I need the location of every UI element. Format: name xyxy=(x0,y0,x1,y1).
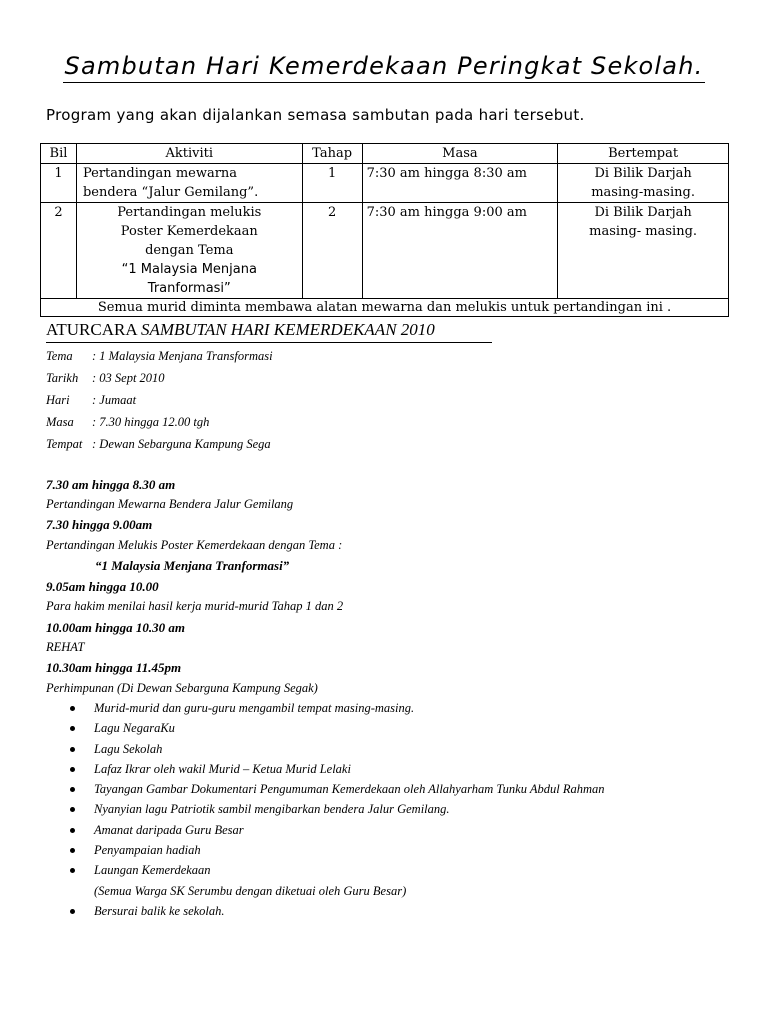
list-item xyxy=(46,820,605,840)
list-item-text: Tayangan Gambar Dokumentari Pengumuman Kemerdekaan oleh Allahyarham Tunku Abdul Rahman xyxy=(94,782,605,797)
schedule-theme: “1 Malaysia Menjana Tranformasi” xyxy=(95,558,290,573)
list-item xyxy=(46,718,605,738)
col-header-masa: Masa xyxy=(362,144,558,164)
list-item xyxy=(46,840,605,860)
aktiviti-line: bendera “Jalur Gemilang”. xyxy=(82,185,259,200)
bullet-icon xyxy=(70,726,75,731)
info-line-tema xyxy=(46,349,273,364)
table-footer-row xyxy=(41,299,729,317)
table-row xyxy=(41,164,729,203)
schedule-desc: Perhimpunan (Di Dewan Sebarguna Kampung Segak) xyxy=(46,681,318,695)
list-item-text: Laungan Kemerdekaan xyxy=(94,863,211,878)
list-item-text: Murid-murid dan guru-guru mengambil tempat masing-masing. xyxy=(94,701,415,715)
list-item xyxy=(46,901,605,921)
list-item xyxy=(46,739,605,759)
cell-masa: 7:30 am hingga 8:30 am xyxy=(362,164,558,203)
list-item-text: Lagu Sekolah xyxy=(94,741,163,756)
info-label: Tema xyxy=(46,349,73,363)
info-line-hari xyxy=(46,393,136,408)
aktiviti-line: “1 Malaysia Menjana xyxy=(121,262,257,277)
info-line-masa xyxy=(46,415,209,430)
list-item-text: Nyanyian lagu Patriotik sambil mengibarkan bendera Jalur Gemilang. xyxy=(94,802,450,817)
aturcara-heading-prefix: ATURCARA xyxy=(46,320,141,339)
table-footer-note: Semua murid diminta membawa alatan mewarna dan melukis untuk pertandingan ini . xyxy=(41,299,729,317)
col-header-bertempat: Bertempat xyxy=(558,144,729,164)
col-header-aktiviti: Aktiviti xyxy=(76,144,302,164)
list-item-text: Penyampaian hadiah xyxy=(94,843,201,858)
info-value: : Jumaat xyxy=(92,393,137,407)
info-value: : 1 Malaysia Menjana Transformasi xyxy=(92,349,273,363)
list-item xyxy=(46,799,605,819)
cell-bil: 2 xyxy=(41,203,77,299)
bullet-icon xyxy=(70,747,75,752)
cell-bertempat xyxy=(558,164,729,203)
assembly-list xyxy=(46,698,605,921)
info-label: Tarikh xyxy=(46,371,79,385)
list-item-text: Lagu NegaraKu xyxy=(94,721,175,736)
aktiviti-line: dengan Tema xyxy=(145,243,234,258)
schedule-time: 7.30 hingga 9.00am xyxy=(46,517,153,532)
aktiviti-line: Pertandingan melukis xyxy=(117,205,262,220)
info-value: : Dewan Sebarguna Kampung Sega xyxy=(92,437,271,451)
aktiviti-line: Poster Kemerdekaan xyxy=(120,224,258,239)
info-label: Tempat xyxy=(46,437,83,451)
list-item xyxy=(46,698,605,718)
bullet-icon xyxy=(70,848,75,853)
bullet-icon xyxy=(70,767,75,772)
list-item-note-text: (Semua Warga SK Serumbu dengan diketuai oleh Guru Besar) xyxy=(94,883,407,898)
cell-tahap: 1 xyxy=(302,164,362,203)
cell-bil: 1 xyxy=(41,164,77,203)
bullet-icon xyxy=(70,868,75,873)
schedule-time: 10.30am hingga 11.45pm xyxy=(46,660,182,675)
table-header-row xyxy=(41,144,729,164)
list-item xyxy=(46,779,605,799)
bertempat-line: masing-masing. xyxy=(591,185,695,200)
schedule-desc: REHAT xyxy=(46,640,85,654)
info-line-tarikh xyxy=(46,371,165,386)
list-item-text: Amanat daripada Guru Besar xyxy=(94,822,244,837)
table-row xyxy=(41,203,729,299)
info-label: Hari xyxy=(46,393,70,407)
list-item xyxy=(46,759,605,779)
cell-aktiviti xyxy=(76,203,302,299)
bullet-icon xyxy=(70,909,75,914)
cell-masa: 7:30 am hingga 9:00 am xyxy=(362,203,558,299)
title-text: Sambutan Hari Kemerdekaan Peringkat Sekolah. xyxy=(63,52,706,83)
schedule-time: 7.30 am hingga 8.30 am xyxy=(46,477,176,492)
bertempat-line: masing- masing. xyxy=(589,224,698,239)
aktiviti-line: Pertandingan mewarna xyxy=(82,166,238,181)
bertempat-line: Di Bilik Darjah xyxy=(594,166,692,181)
bullet-icon xyxy=(70,706,75,711)
cell-tahap: 2 xyxy=(302,203,362,299)
bullet-icon xyxy=(70,787,75,792)
schedule-desc: Pertandingan Melukis Poster Kemerdekaan dengan Tema : xyxy=(46,538,343,552)
bullet-icon xyxy=(70,807,75,812)
aturcara-heading-main: SAMBUTAN HARI KEMERDEKAAN 2010 xyxy=(140,320,435,339)
list-item-text: Bersurai balik ke sekolah. xyxy=(94,903,225,918)
cell-aktiviti xyxy=(76,164,302,203)
bullet-icon xyxy=(70,828,75,833)
aturcara-heading xyxy=(46,320,492,343)
schedule-desc: Pertandingan Mewarna Bendera Jalur Gemilang xyxy=(46,497,294,511)
program-table xyxy=(40,143,729,317)
schedule-desc: Para hakim menilai hasil kerja murid-murid Tahap 1 dan 2 xyxy=(46,599,344,613)
schedule-time: 10.00am hingga 10.30 am xyxy=(46,620,186,635)
list-item xyxy=(46,860,605,880)
info-value: : 7.30 hingga 12.00 tgh xyxy=(92,415,210,429)
bertempat-line: Di Bilik Darjah xyxy=(594,205,692,220)
schedule-time: 9.05am hingga 10.00 xyxy=(46,579,159,594)
list-item-text: Lafaz Ikrar oleh wakil Murid – Ketua Murid Lelaki xyxy=(94,761,351,776)
document-title xyxy=(0,52,768,80)
intro-text: Program yang akan dijalankan semasa sambutan pada hari tersebut. xyxy=(46,106,585,124)
info-line-tempat xyxy=(46,437,271,452)
col-header-bil: Bil xyxy=(41,144,77,164)
info-value: : 03 Sept 2010 xyxy=(92,371,165,385)
cell-bertempat xyxy=(558,203,729,299)
info-label: Masa xyxy=(46,415,74,429)
list-item-note xyxy=(46,881,605,901)
col-header-tahap: Tahap xyxy=(302,144,362,164)
aktiviti-line: Tranformasi” xyxy=(147,281,231,296)
